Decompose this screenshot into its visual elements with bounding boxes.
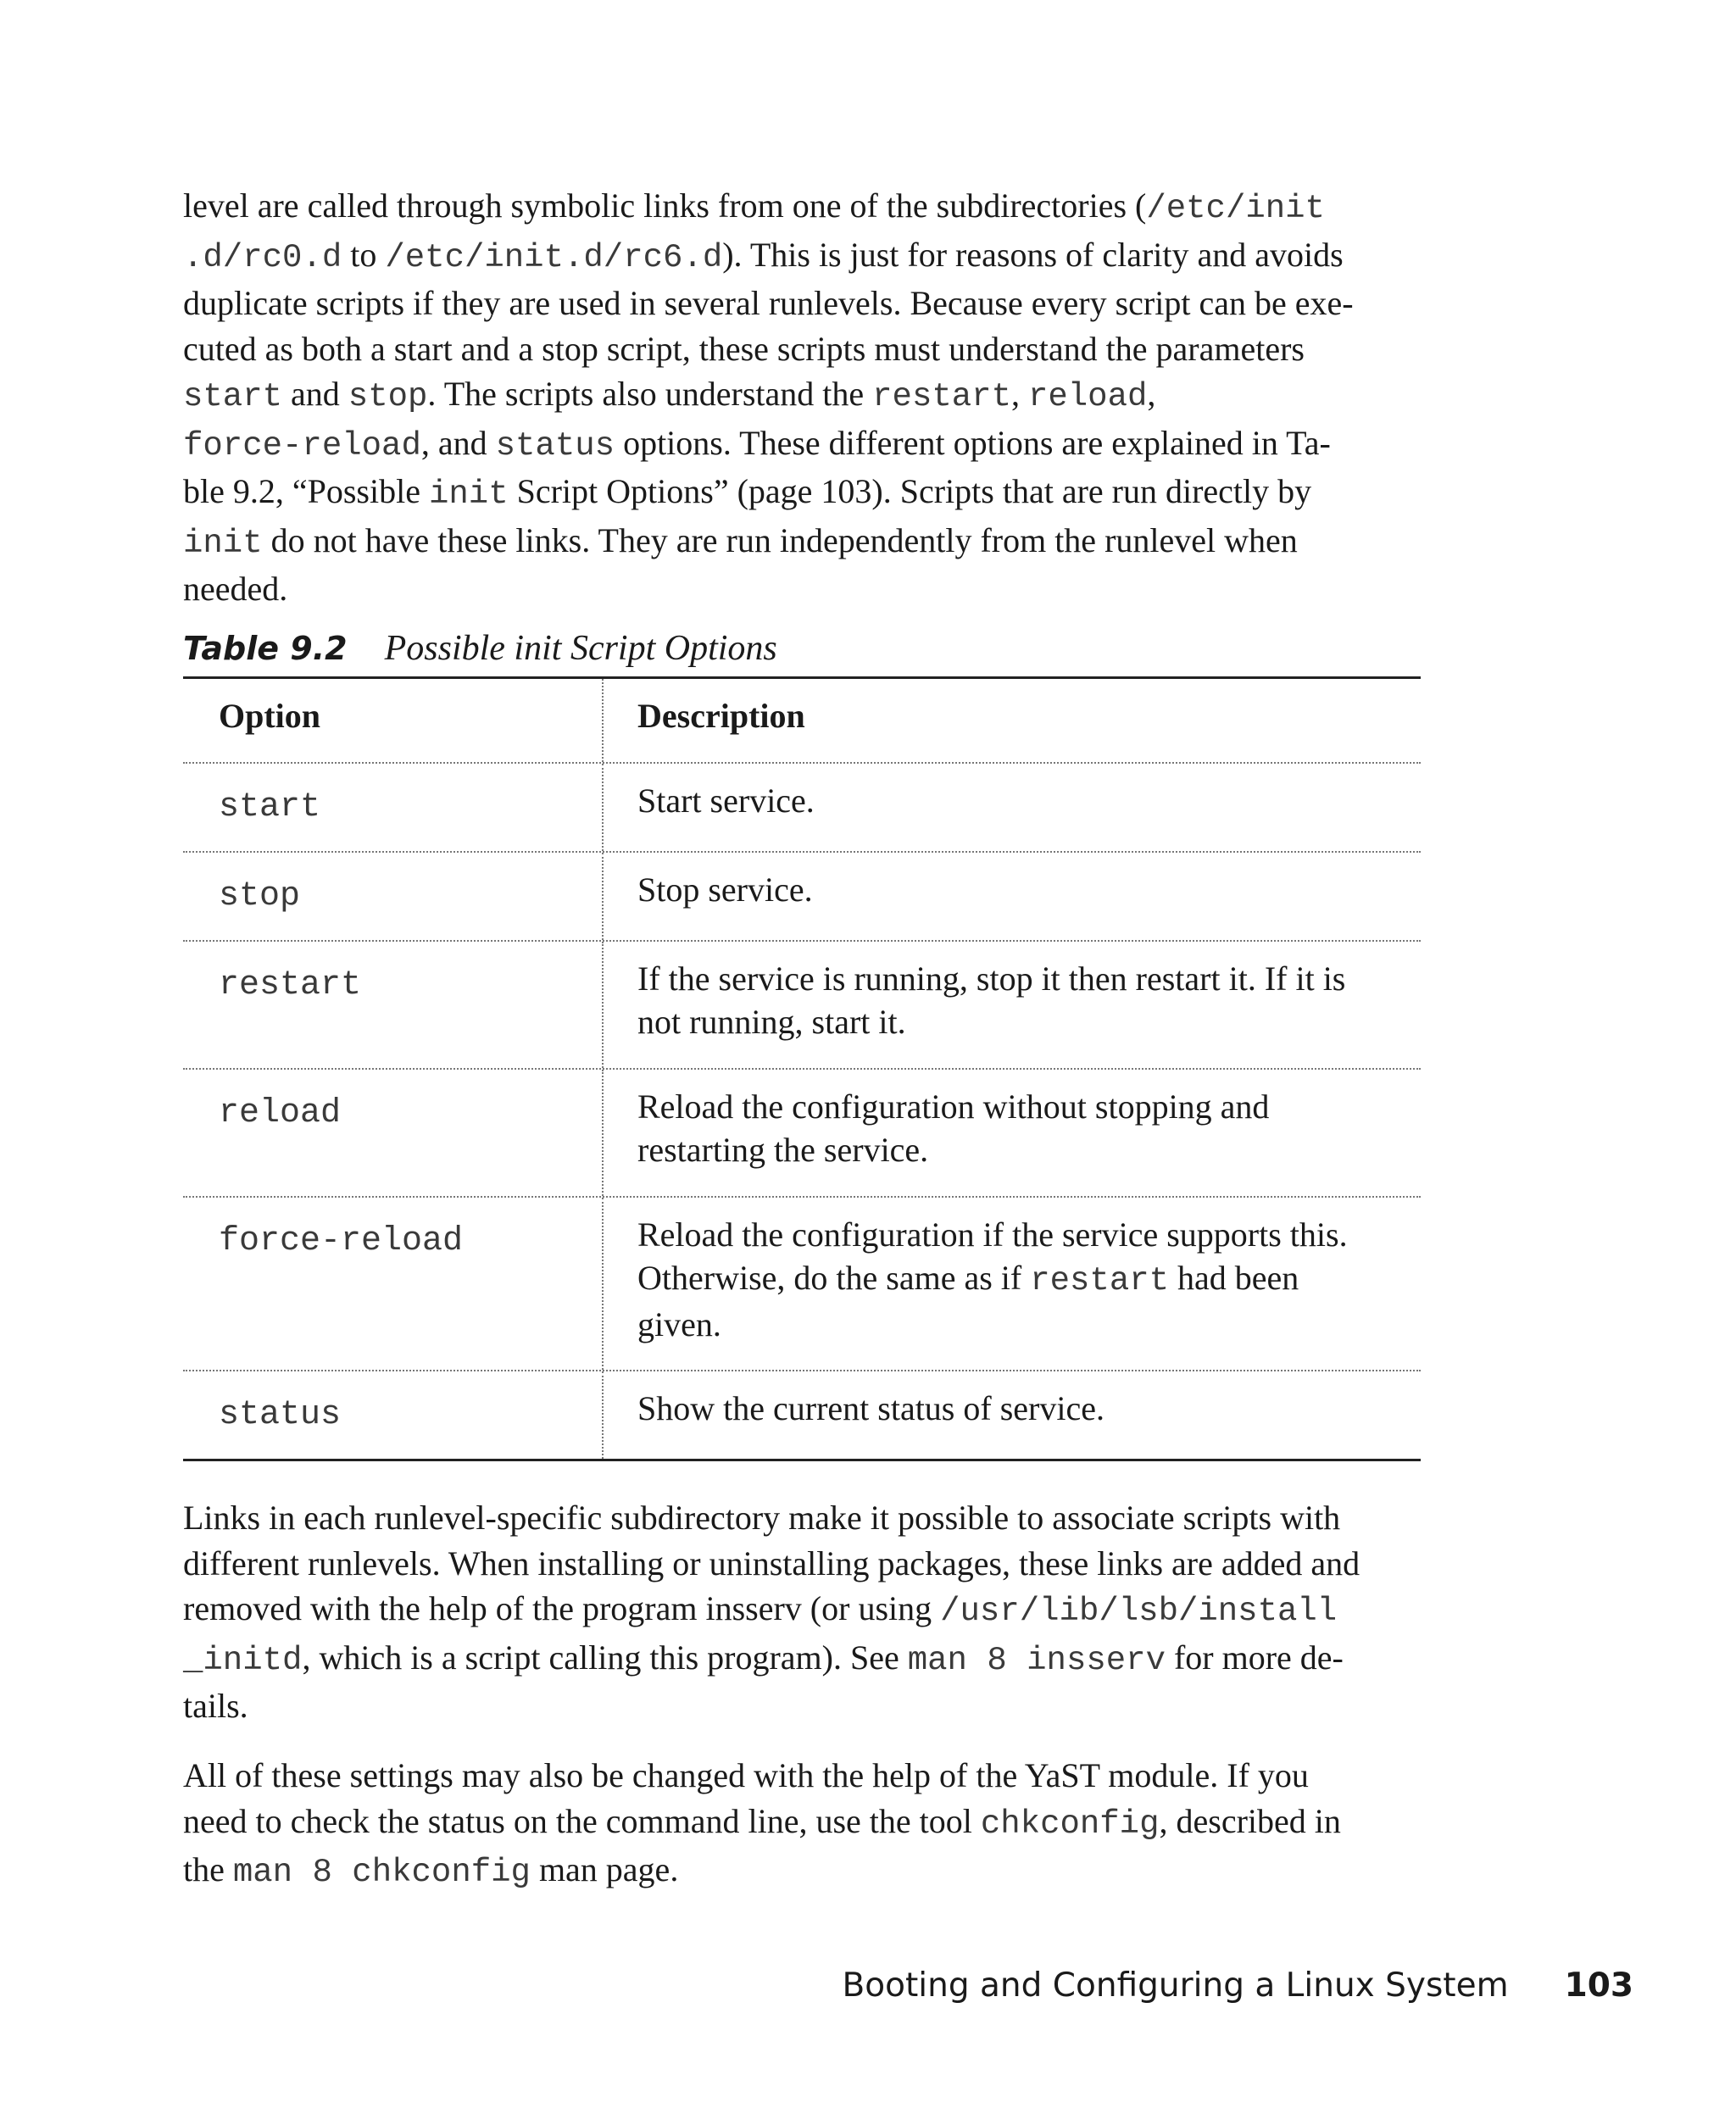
code-command: chkconfig [980,1805,1160,1843]
text-run: Script Options” (page 103). Scripts that are run directly by [508,472,1312,510]
page-footer [843,1965,1633,2007]
code-option: restart [872,378,1011,415]
code-option: init [183,524,263,562]
text-run: Otherwise, do the same as if [637,1259,1031,1297]
description-cell [604,942,1421,1068]
yast-line-1: All of these settings may also be changed with the help of the YaST module. If you [183,1756,1309,1794]
option-cell: force-reload [183,1198,604,1370]
table-row [183,853,1421,942]
text-run: the [183,1850,233,1888]
code-command: man 8 insserv [907,1641,1166,1679]
code-path: /etc/init [1146,190,1325,227]
code-option: init [428,476,509,513]
table-caption-number: Table 9.2 [183,630,348,667]
code-option: restart [1030,1262,1170,1299]
table-row [183,764,1421,853]
yast-line-3 [183,1847,1421,1896]
intro-line-4: cuted as both a start and a stop script, these scripts must understand the parameters [183,329,1305,368]
text-run: , described in [1159,1801,1341,1840]
description-line: Start service. [637,781,815,820]
code-command: man 8 chkconfig [232,1854,531,1891]
header-description: Description [637,697,805,735]
intro-line-7 [183,469,1421,518]
description-line: not running, start it. [637,1003,906,1041]
text-run: man page. [530,1850,679,1888]
page-number: 103 [1564,1966,1633,2005]
text-run: do not have these links. They are run independently from the runlevel when [262,520,1298,559]
text-run: , [1147,375,1156,413]
intro-line-9: needed. [183,570,288,608]
code-option: force-reload [183,426,421,464]
header-option: Option [183,679,604,762]
description-cell [604,1070,1421,1196]
intro-paragraph [183,183,1421,612]
table-row [183,1371,1421,1459]
intro-line-3: duplicate scripts if they are used in several runlevels. Because every script can be exe- [183,284,1354,322]
description-line: Show the current status of service. [637,1389,1104,1427]
code-option: start [183,378,283,415]
table-caption-title: Possible init Script Options [384,629,777,668]
intro-line-5 [183,371,1421,420]
yast-paragraph [183,1753,1421,1896]
description-line: Reload the configuration without stopping and [637,1087,1270,1126]
footer-section-title: Booting and Configuring a Linux System [842,1966,1509,2005]
text-run: ble 9.2, “Possible [183,472,429,510]
links-line-2: different runlevels. When installing or uninstalling packages, these links are added and [183,1543,1360,1582]
code-path: /etc/init.d/rc6.d [385,238,723,276]
text-run: level are called through symbolic links from one of the subdirectories ( [183,186,1147,225]
text-run: removed with the help of the program insserv (or using [183,1589,941,1627]
text-run: options. These different options are explained in Ta- [615,423,1331,462]
options-table [183,676,1421,1461]
intro-line-2 [183,232,1421,281]
option-cell: status [183,1371,604,1459]
text-run: need to check the status on the command line, use the tool [183,1801,981,1840]
code-path: .d/rc0.d [183,238,342,276]
text-run: and [282,375,348,413]
links-line-5: tails. [183,1687,248,1725]
option-cell: start [183,764,604,851]
text-run: . The scripts also understand the [427,375,873,413]
yast-line-2 [183,1799,1421,1848]
description-cell [604,853,1421,940]
table-row [183,1070,1421,1198]
text-run: had been [1169,1259,1299,1297]
description-line: given. [637,1305,721,1343]
text-run: , [1010,375,1028,413]
text-run: for more de- [1165,1638,1344,1677]
intro-line-1 [183,183,1421,232]
option-cell: stop [183,853,604,940]
links-line-1: Links in each runlevel-specific subdirectory make it possible to associate scripts with [183,1499,1341,1537]
code-option: stop [348,378,428,415]
table-header-row [183,679,1421,764]
table-row [183,1198,1421,1371]
description-cell [604,1371,1421,1459]
code-path: _initd [183,1641,303,1679]
description-line: Reload the configuration if the service supports this. [637,1215,1348,1254]
description-cell [604,1198,1421,1370]
option-cell: restart [183,942,604,1068]
intro-line-8 [183,518,1421,567]
table-caption [183,626,777,671]
code-path: /usr/lib/lsb/install [940,1593,1338,1630]
description-line: Stop service. [637,870,813,909]
description-cell [604,764,1421,851]
intro-line-6 [183,420,1421,470]
text-run: to [342,235,386,274]
description-line: If the service is running, stop it then restart it. If it is [637,959,1346,998]
description-line: restarting the service. [637,1131,929,1169]
option-cell: reload [183,1070,604,1196]
text-run: , which is a script calling this program). See [302,1638,908,1677]
table-row [183,942,1421,1070]
links-line-3 [183,1586,1421,1635]
links-line-4 [183,1635,1421,1684]
code-option: status [495,426,615,464]
text-run: ). This is just for reasons of clarity and avoids [722,235,1344,274]
description-line [637,1256,1404,1303]
links-paragraph [183,1495,1421,1729]
code-option: reload [1027,378,1148,415]
text-run: , and [420,423,496,462]
